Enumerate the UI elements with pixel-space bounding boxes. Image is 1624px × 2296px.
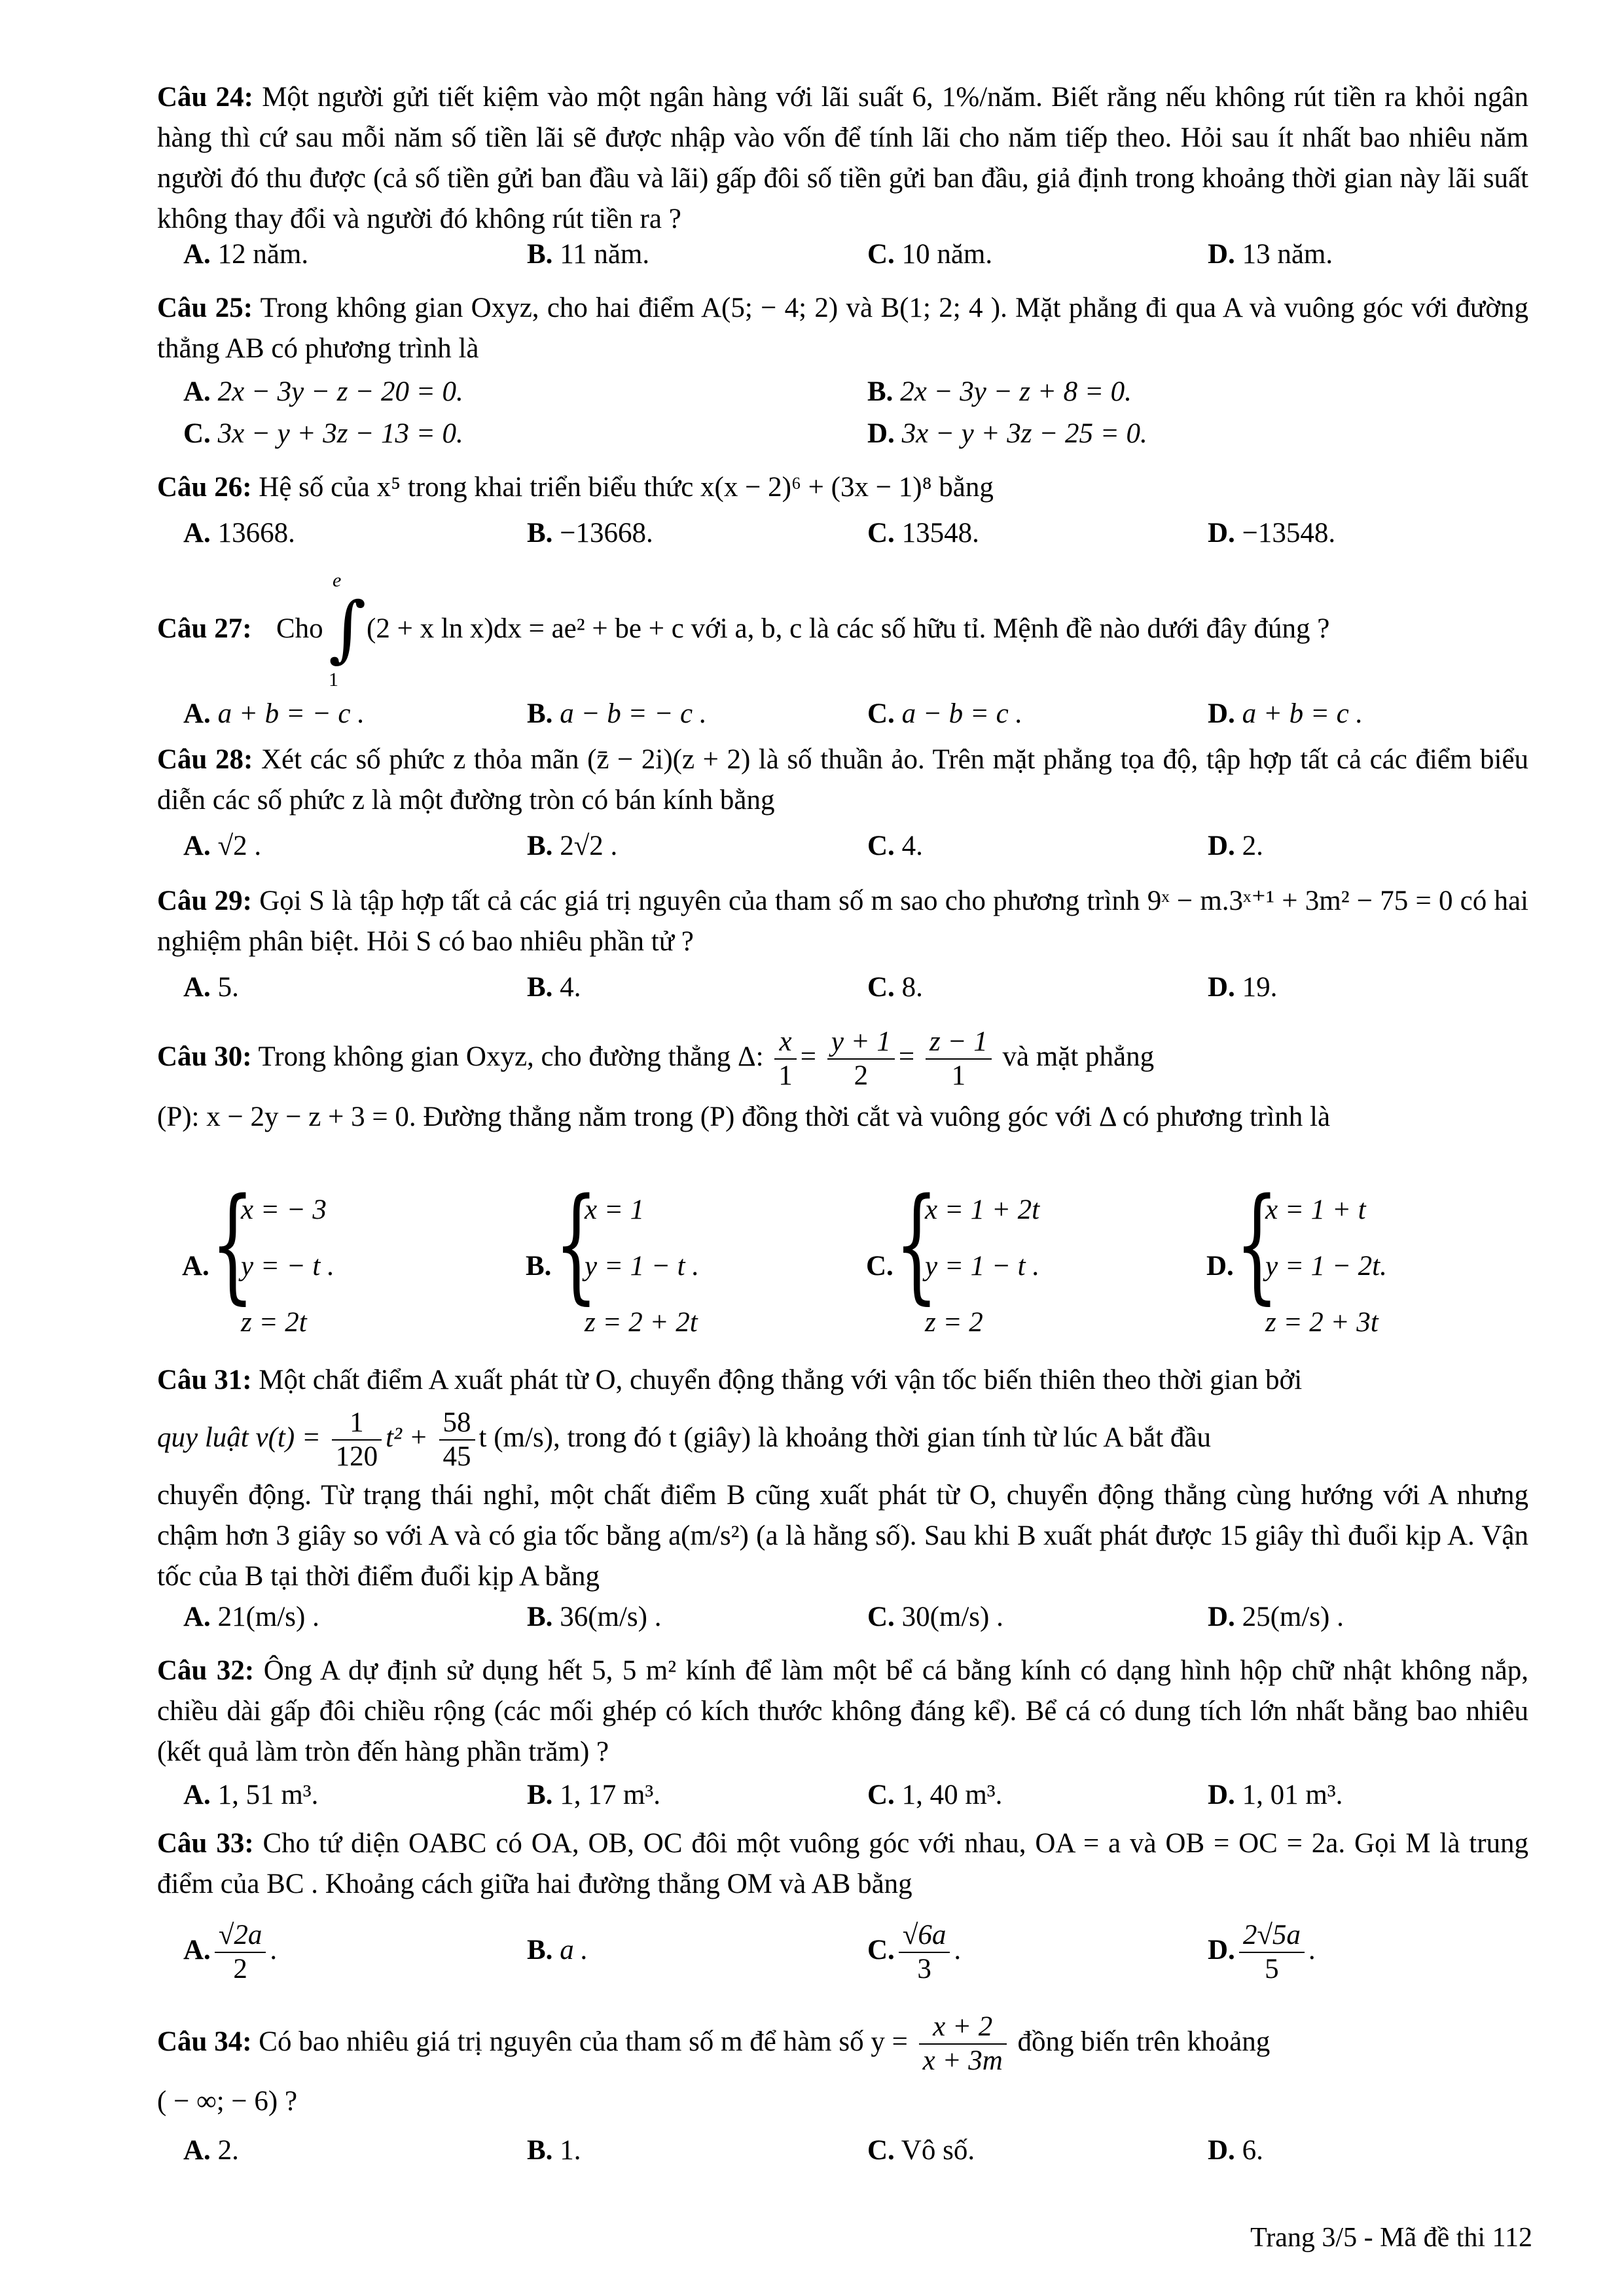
q26-options [157, 513, 1528, 554]
q32-options [157, 1775, 1528, 1816]
question-text-c: (P): x − 2y − z + 3 = 0. Đường thẳng nằm trong (P) đồng thời cắt và vuông góc với Δ có phương trình là [157, 1102, 1331, 1132]
q28-option-a[interactable]: A. √2 . [183, 831, 262, 861]
question-label: Câu 30: [157, 1041, 252, 1072]
question-lead: Cho [276, 613, 323, 644]
q25-option-c[interactable]: C. 3x − y + 3z − 13 = 0. [183, 418, 463, 449]
q27-option-d[interactable]: D. a + b = c . [1208, 698, 1363, 729]
question-label: Câu 33: [157, 1828, 254, 1859]
question-label: Câu 27: [157, 613, 252, 644]
question-30-line1: Câu 30: Trong không gian Oxyz, cho đường thẳng Δ: $\frac{x}{1}$ = $\frac{y + 1}{2}$ = $\frac{z - 1}{1}$ và mặt phẳng [157, 1026, 1155, 1092]
q24-option-c[interactable]: C. 10 năm. [867, 239, 993, 270]
q31-option-d[interactable]: D. 25(m/s) . [1208, 1602, 1344, 1632]
q29-option-a[interactable]: A. 5. [183, 972, 239, 1003]
question-34-line2: ( − ∞; − 6) ? [157, 2086, 298, 2117]
question-28 [157, 740, 1528, 821]
page-footer: Trang 3/5 - Mã đề thi 112 [1250, 2223, 1532, 2253]
fraction-y: $\frac{y + 1}{2}$ [827, 1026, 895, 1092]
q25-option-a[interactable]: A. 2x − 3y − z − 20 = 0. [183, 376, 463, 407]
q26-option-d[interactable]: D. −13548. [1208, 518, 1336, 548]
question-label: Câu 29: [157, 886, 253, 916]
q27-options [157, 694, 1528, 734]
fraction-x: $\frac{x}{1}$ [774, 1026, 797, 1092]
question-label: Câu 25: [157, 293, 253, 323]
q33-option-b[interactable]: B. a . [527, 1935, 588, 1965]
q28-option-d[interactable]: D. 2. [1208, 831, 1263, 861]
question-text-a: Trong không gian Oxyz, cho đường thẳng Δ: [258, 1041, 764, 1072]
question-24 [157, 77, 1528, 240]
question-34-line1 [157, 2003, 1528, 2081]
q29-option-d[interactable]: D. 19. [1208, 972, 1278, 1003]
question-label: Câu 32: [157, 1655, 255, 1686]
q26-option-a[interactable]: A. 13668. [183, 518, 295, 548]
question-text: Gọi S là tập hợp tất cả các giá trị nguyên của tham số m sao cho phương trình 9ˣ − m.3ˣ⁺¹ + 3m² − 75 = 0 có hai nghiệm phân biệt. Hỏi S có bao nhiêu phần tử ? [157, 886, 1528, 957]
q25-options-row1 [157, 372, 1528, 412]
question-text: Trong không gian Oxyz, cho hai điểm A(5; − 4; 2) và B(1; 2; 4 ). Mặt phẳng đi qua A và vuông góc với đường thẳng AB có phương trình là [157, 293, 1528, 364]
question-30-line2 [157, 1097, 1528, 1138]
question-label: Câu 28: [157, 744, 253, 775]
question-text: Hệ số của x⁵ trong khai triển biểu thức x(x − 2)⁶ + (3x − 1)⁸ bằng [259, 472, 994, 503]
q26-option-b[interactable]: B. −13668. [527, 518, 653, 548]
q33-option-a[interactable]: A. $\frac{√2a}{2}$ . [183, 1920, 278, 1985]
q33-option-d[interactable]: D. $\frac{2√5a}{5}$ . [1208, 1920, 1316, 1985]
question-29 [157, 881, 1528, 962]
question-label: Câu 24: [157, 82, 253, 113]
q24-option-d[interactable]: D. 13 năm. [1208, 239, 1333, 270]
q29-options [157, 967, 1528, 1008]
q25-option-b[interactable]: B. 2x − 3y − z + 8 = 0. [867, 376, 1132, 407]
question-label: Câu 34: [157, 2026, 252, 2057]
question-31-line2: quy luật v(t) = $\frac{1}{120}$ t² + $\frac{58}{45}$ t (m/s), trong đó t (giây) là khoảng thời gian tính từ lúc A bắt đầu [157, 1407, 1212, 1473]
question-33 [157, 1823, 1528, 1905]
q28-option-c[interactable]: C. 4. [867, 831, 923, 861]
q28-options [157, 826, 1528, 867]
question-label: Câu 31: [157, 1365, 252, 1395]
q33-options [157, 1911, 1528, 1990]
question-text-a: Một chất điểm A xuất phát từ O, chuyển động thẳng với vận tốc biến thiên theo thời gian bởi [259, 1365, 1303, 1395]
question-text-b: đồng biến trên khoảng [1017, 2026, 1271, 2057]
q31-option-b[interactable]: B. 36(m/s) . [527, 1602, 662, 1632]
q33-option-c[interactable]: C. $\frac{√6a}{3}$ . [867, 1920, 962, 1985]
q29-option-b[interactable]: B. 4. [527, 972, 581, 1003]
question-text-b: và mặt phẳng [1002, 1041, 1155, 1072]
q29-option-c[interactable]: C. 8. [867, 972, 923, 1003]
q32-option-c[interactable]: C. 1, 40 m³. [867, 1780, 1003, 1810]
q34-options [157, 2130, 1528, 2171]
q28-option-b[interactable]: B. 2√2 . [527, 831, 618, 861]
q34-option-d[interactable]: D. 6. [1208, 2135, 1263, 2166]
q24-option-b[interactable]: B. 11 năm. [527, 239, 650, 270]
q31-option-c[interactable]: C. 30(m/s) . [867, 1602, 1003, 1632]
question-31-line1 [157, 1360, 1528, 1401]
q27-option-a[interactable]: A. a + b = − c . [183, 698, 365, 729]
q24-options [157, 234, 1528, 275]
integral-lower-limit: 1 [329, 669, 338, 691]
q34-option-b[interactable]: B. 1. [527, 2135, 581, 2166]
q24-option-a[interactable]: A. 12 năm. [183, 239, 309, 270]
fraction-function: $\frac{x + 2}{x + 3m}$ [919, 2011, 1007, 2077]
q27-option-b[interactable]: B. a − b = − c . [527, 698, 707, 729]
q26-option-c[interactable]: C. 13548. [867, 518, 979, 548]
q34-option-c[interactable]: C. Vô số. [867, 2135, 975, 2166]
fraction-58-45: $\frac{58}{45}$ [439, 1407, 475, 1473]
q32-option-a[interactable]: A. 1, 51 m³. [183, 1780, 319, 1810]
fraction-1-120: $\frac{1}{120}$ [332, 1407, 382, 1473]
q31-options [157, 1597, 1528, 1638]
q32-option-b[interactable]: B. 1, 17 m³. [527, 1780, 661, 1810]
question-26 [157, 467, 1528, 508]
question-text: Ông A dự định sử dụng hết 5, 5 m² kính để làm một bể cá bằng kính có dạng hình hộp chữ nhật không nắp, chiều dài gấp đôi chiều rộng (các mối ghép có kích thước không đáng kể). Bể cá có dung tích lớn nhất bằng bao nhiêu (kết quả làm tròn đến hàng phần trăm) ? [157, 1655, 1529, 1767]
integral-sign: ∫ [329, 586, 367, 670]
integral-upper-limit: e [333, 569, 342, 591]
question-31-line3: chuyển động. Từ trạng thái nghỉ, một chất điểm B cũng xuất phát từ O, chuyển động thẳng cùng hướng với A nhưng chậm hơn 3 giây so với A và có gia tốc bằng a(m/s²) (a là hằng số). Sau khi B xuất phát được 15 giây thì đuổi kịp A. Vận tốc của B tại thời điểm đuổi kịp A bằng [157, 1480, 1528, 1592]
q25-options-row2 [157, 414, 1528, 454]
q27-option-c[interactable]: C. a − b = c . [867, 698, 1023, 729]
question-text: Cho tứ diện OABC có OA, OB, OC đôi một vuông góc với nhau, OA = a và OB = OC = 2a. Gọi M là trung điểm của BC . Khoảng cách giữa hai đường thẳng OM và AB bằng [157, 1828, 1529, 1899]
exam-page: Câu 24: Một người gửi tiết kiệm vào một ngân hàng với lãi suất 6, 1%/năm. Biết rằng nếu không rút tiền ra khỏi ngân hàng thì cứ sau mỗi năm số tiền lãi sẽ được nhập vào vốn để tính lãi cho năm tiếp theo. Hỏi sau ít nhất bao nhiêu năm người đó thu được (cả số tiền gửi ban đầu và lãi) gấp đôi số tiền gửi ban đầu, giả định trong khoảng thời gian này lãi suất không thay đổi và người đó không rút tiền ra ? A. 12 năm. B. 11 năm. C. 10 năm. D. 13 năm. Câu 25: Trong không gian Oxyz, cho hai điểm A(5; − 4; 2) và B(1; 2; 4 ). Mặt phẳng đi qua A và vuông góc với đường thẳng AB có phương trình là A. 2x − 3y − z − 20 = 0. B. 2x − 3y − z + 8 = 0. C. 3x − y + 3z − 13 = 0. D. 3x − y + 3z − 25 = 0. Câu 26: Hệ số của x⁵ trong khai triển biểu thức x(x − 2)⁶ + (3x − 1)⁸ bằng A. 13668. B. −13668. C. 13548. D. −13548. Câu 27: Cho e ∫ 1 (2 + x ln x)dx = ae² + be + c với a, b, c là các số hữu tỉ. Mệnh đề nào dưới đây đúng ? A. a + b = − c . B. a − b = − c . C. a − b = c . D. a + b = c . Câu 28: Xét các số phức z thỏa mãn (z̄ − 2i)(z + 2) là số thuần ảo. Trên mặt phẳng tọa độ, tập hợp tất cả các điểm biểu diễn các số phức z là một đường tròn có bán kính bằng A. √2 . B. 2√2 . C. 4. D. 2. Câu 29: Gọi S là tập hợp tất cả các giá trị nguyên của tham số m sao cho phương trình 9ˣ − m.3ˣ⁺¹ + 3m² − 75 = 0 có hai nghiệm phân biệt. Hỏi S có bao nhiêu phần tử ? A. 5. B. 4. C. 8. D. 19. Câu 30: Trong không gian Oxyz, cho đường thẳng Δ: $\frac{x}{1}$ = $\frac{y + 1}{2}$ = $\frac{z - 1}{1}$ và mặt phẳng (P): x − 2y − z + 3 = 0. Đường thẳng nằm trong (P) đồng thời cắt và vuông góc với Δ có phương trình là A. { x = − 3 y = − t . z = 2t B. { x = 1 y = 1 − t . z = 2 + 2t C. { x = 1 + 2t y = 1 − t . z = 2 D. { x = 1 + t y = 1 − 2t. z = 2 + 3t Câu 31: Một chất điểm A xuất phát từ O, chuyển động thẳng với vận tốc biến thiên theo thời gian bởi quy luật v(t) = $\frac{1}{120}$ t² + $\frac{58}{45}$ t (m/s), trong đó t (giây) là khoảng thời gian tính từ lúc A bắt đầu chuyển động. Từ trạng thái nghỉ, một chất điểm B cũng xuất phát từ O, chuyển động thẳng cùng hướng với A nhưng chậm hơn 3 giây so với A và có gia tốc bằng a(m/s²) (a là hằng số). Sau khi B xuất phát được 15 giây thì đuổi kịp A. Vận tốc của B tại thời điểm đuổi kịp A bằng A. 21(m/s) . B. 36(m/s) . C. 30(m/s) . D. 25(m/s) . Câu 32: Ông A dự định sử dụng hết 5, 5 m² kính để làm một bể cá bằng kính có dạng hình hộp chữ nhật không nắp, chiều dài gấp đôi chiều rộng (các mối ghép có kích thước không đáng kể). Bể cá có dung tích lớn nhất bằng bao nhiêu (kết quả làm tròn đến hàng phần trăm) ? A. 1, 51 m³. B. 1, 17 m³. C. 1, 40 m³. D. 1, 01 m³. Câu 33: Cho tứ diện OABC có OA, OB, OC đôi một vuông góc với nhau, OA = a và OB = OC = 2a. Gọi M là trung điểm của BC . Khoảng cách giữa hai đường thẳng OM và AB bằng A. $\frac{√2a}{2}$ . B. a . C. $\frac{√6a}{3}$ . D. $\frac{2√5a}{5}$ . Câu 34: Có bao nhiêu giá trị nguyên của tham số m để hàm số y = $\frac{x + 2}{x + 3m}$ đồng biến trên khoảng ( − ∞; − 6) ? A. 2. B. 1. C. Vô số. D. 6. Trang 3/5 - Mã đề thi 112 [0, 0, 1624, 2296]
question-text-a: Có bao nhiêu giá trị nguyên của tham số m để hàm số y = [259, 2026, 908, 2057]
q31-option-a[interactable]: A. 21(m/s) . [183, 1602, 319, 1632]
fraction-z: $\frac{z - 1}{1}$ [926, 1026, 992, 1092]
question-25 [157, 288, 1528, 369]
question-text: Một người gửi tiết kiệm vào một ngân hàng với lãi suất 6, 1%/năm. Biết rằng nếu không rút tiền ra khỏi ngân hàng thì cứ sau mỗi năm số tiền lãi sẽ được nhập vào vốn để tính lãi cho năm tiếp theo. Hỏi sau ít nhất bao nhiêu năm người đó thu được (cả số tiền gửi ban đầu và lãi) gấp đôi số tiền gửi ban đầu, giả định trong khoảng thời gian này lãi suất không thay đổi và người đó không rút tiền ra ? [157, 82, 1528, 234]
question-32 [157, 1651, 1528, 1772]
q34-option-a[interactable]: A. 2. [183, 2135, 239, 2166]
question-label: Câu 26: [157, 472, 252, 503]
q25-option-d[interactable]: D. 3x − y + 3z − 25 = 0. [867, 418, 1147, 449]
question-27 [157, 569, 1528, 691]
question-text: (2 + x ln x)dx = ae² + be + c với a, b, c là các số hữu tỉ. Mệnh đề nào dưới đây đúng ? [367, 613, 1330, 644]
q32-option-d[interactable]: D. 1, 01 m³. [1208, 1780, 1343, 1810]
question-text: Xét các số phức z thỏa mãn (z̄ − 2i)(z + 2) là số thuần ảo. Trên mặt phẳng tọa độ, tập hợp tất cả các điểm biểu diễn các số phức z là một đường tròn có bán kính bằng [157, 744, 1528, 816]
